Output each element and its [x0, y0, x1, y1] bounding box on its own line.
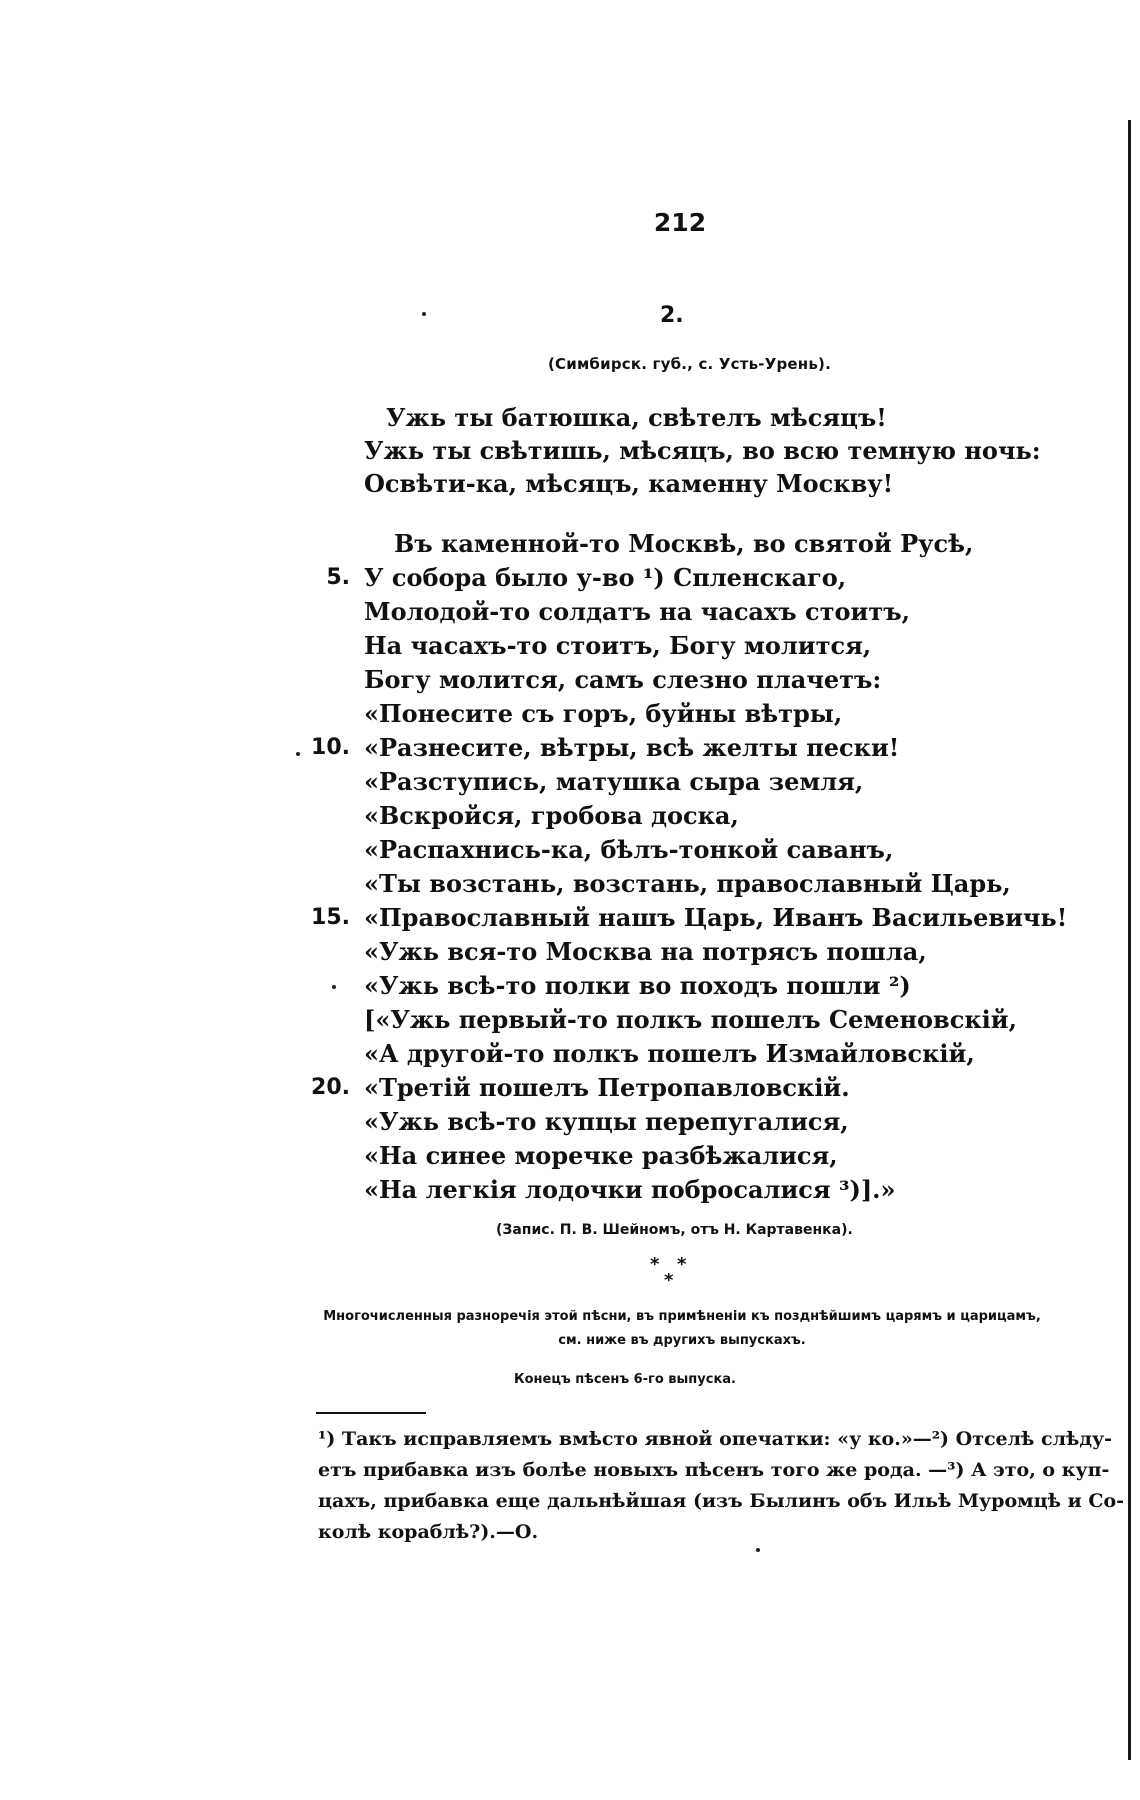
song-source: (Симбирск. губ., с. Усть-Урень). — [548, 355, 832, 373]
line-number: 20. — [311, 1075, 350, 1100]
footnote-line: цахъ, прибавка еще дальнѣйшая (изъ Былинъ объ Ильѣ Муромцѣ и Со- — [318, 1490, 1125, 1512]
line-text: «А другой-то полкъ пошелъ Измайловскій, — [364, 1039, 975, 1068]
line-text: На часахъ-то стоитъ, Богу молится, — [364, 631, 872, 660]
asterisk-mark: * — [677, 1254, 687, 1275]
asterisk-mark: * — [650, 1254, 660, 1275]
verse-line — [0, 663, 1140, 697]
verse-line — [0, 901, 1140, 935]
verse-line — [0, 799, 1140, 833]
verse-line — [0, 1037, 1140, 1071]
line-text: «На синее моречке разбѣжалися, — [364, 1141, 838, 1170]
line-text: Освѣти-ка, мѣсяцъ, каменну Москву! — [364, 469, 894, 498]
line-text: «Ужь всѣ-то полки во походъ пошли ²) — [364, 971, 911, 1000]
verse-line — [0, 629, 1140, 663]
print-speck — [756, 1548, 760, 1552]
verse-line — [0, 467, 1140, 501]
footnote-line: колѣ кораблѣ?).—О. — [318, 1521, 539, 1543]
print-speck — [296, 752, 300, 756]
asterisk-mark: * — [664, 1270, 674, 1291]
verse-line — [0, 1071, 1140, 1105]
verse-line — [0, 833, 1140, 867]
recorded-by: (Запис. П. В. Шейномъ, отъ Н. Картавенка). — [496, 1222, 853, 1238]
line-text: Ужь ты свѣтишь, мѣсяцъ, во всю темную ночь: — [364, 436, 1041, 465]
line-text: «Разнесите, вѣтры, всѣ желты пески! — [364, 733, 900, 762]
line-text: У собора было у-во ¹) Спленскаго, — [364, 563, 847, 592]
line-number: 15. — [311, 905, 350, 930]
verse-line — [0, 697, 1140, 731]
line-text: «Православный нашъ Царь, Иванъ Васильевичь! — [364, 903, 1068, 932]
end-of-issue-note: Конецъ пѣсенъ 6-го выпуска. — [513, 1372, 736, 1387]
verse-line — [0, 1105, 1140, 1139]
song-number: 2. — [660, 303, 684, 328]
asterism — [0, 1254, 1140, 1294]
line-text: Богу молится, самъ слезно плачетъ: — [364, 665, 882, 694]
verse-line — [0, 1003, 1140, 1037]
verse-line — [0, 1173, 1140, 1207]
line-text: «Ты возстань, возстань, православный Царь, — [364, 869, 1011, 898]
print-speck — [422, 312, 426, 316]
line-text: «Ужь вся-то Москва на потрясъ пошла, — [364, 937, 927, 966]
footnotes — [318, 1424, 1125, 1548]
line-number: 5. — [326, 565, 350, 590]
print-speck — [332, 985, 336, 989]
line-text: «Понесите съ горъ, буйны вѣтры, — [364, 699, 843, 728]
verse-line — [0, 765, 1140, 799]
line-number: 10. — [311, 735, 350, 760]
verse-line — [0, 595, 1140, 629]
line-text: «Распахнись-ка, бѣлъ-тонкой саванъ, — [364, 835, 894, 864]
variants-note: Многочисленныя разноречія этой пѣсни, въ примѣненіи къ позднѣйшимъ царямъ и царицамъ, см. ниже въ другихъ выпускахъ. — [323, 1309, 1041, 1348]
footnote-rule — [316, 1412, 426, 1414]
verse-line — [0, 969, 1140, 1003]
verse-line — [0, 731, 1140, 765]
verse-line — [0, 867, 1140, 901]
page-number: 212 — [653, 208, 707, 237]
verse-line — [0, 434, 1140, 468]
footnote-line: ¹) Такъ исправляемъ вмѣсто явной опечатки: «у ко.»—²) Отселѣ слѣду- — [318, 1428, 1113, 1450]
line-text: «Вскройся, гробова доска, — [364, 801, 739, 830]
verse-line — [0, 401, 1140, 435]
footnote-line: етъ прибавка изъ болѣе новыхъ пѣсенъ того же рода. —³) А это, о куп- — [318, 1459, 1110, 1481]
verse-line — [0, 527, 1140, 561]
line-text: Въ каменной-то Москвѣ, во святой Русѣ, — [394, 529, 974, 558]
verse-line — [0, 935, 1140, 969]
line-text: «На легкія лодочки побросалися ³)].» — [364, 1175, 896, 1204]
line-text: «Ужь всѣ-то купцы перепугалися, — [364, 1107, 849, 1136]
verse-line — [0, 1139, 1140, 1173]
line-text: Ужь ты батюшка, свѣтелъ мѣсяцъ! — [386, 403, 887, 432]
line-text: [«Ужь первый-то полкъ пошелъ Семеновскій, — [364, 1005, 1017, 1034]
line-text: «Разступись, матушка сыра земля, — [364, 767, 864, 796]
verse-line — [0, 561, 1140, 595]
line-text: «Третій пошелъ Петропавловскій. — [364, 1073, 850, 1102]
line-text: Молодой-то солдатъ на часахъ стоитъ, — [364, 597, 910, 626]
